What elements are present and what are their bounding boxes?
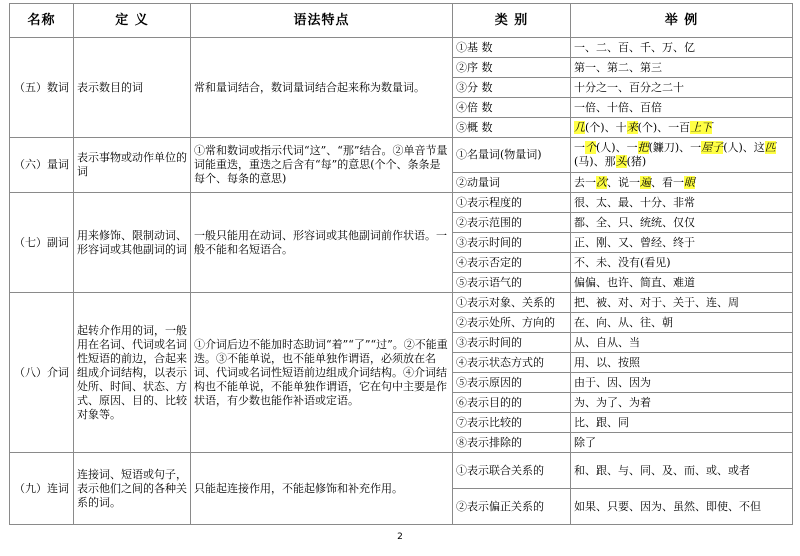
example-cell: 一倍、十倍、百倍	[571, 98, 793, 118]
category-cell: ④倍 数	[453, 98, 571, 118]
category-cell: ⑧表示排除的	[453, 433, 571, 453]
example-cell: 第一、第二、第三	[571, 58, 793, 78]
numeral-name: （五）数词	[10, 38, 74, 138]
example-cell: 如果、只要、因为、虽然、即使、不但	[571, 489, 793, 525]
example-cell: 比、跟、同	[571, 413, 793, 433]
preposition-name: （八）介词	[10, 293, 74, 453]
category-cell: ④表示否定的	[453, 253, 571, 273]
example-cell: 从、自从、当	[571, 333, 793, 353]
example-cell: 都、全、只、统统、仅仅	[571, 213, 793, 233]
category-cell: ⑦表示比较的	[453, 413, 571, 433]
example-text: 去一	[574, 175, 596, 189]
header-category: 类 别	[453, 4, 571, 38]
example-cell: 和、跟、与、同、及、而、或、或者	[571, 453, 793, 489]
example-text: 个	[585, 141, 596, 154]
example-text: 、看一	[651, 175, 684, 189]
preposition-definition: 起转介作用的词，一般用在名词、代词或名词性短语的前边，合起来组成介词结构，以表示处所、时间、状态、方式、原因、目的、比较对象等。	[74, 293, 191, 453]
category-cell: ③表示时间的	[453, 233, 571, 253]
grammar-table	[9, 3, 793, 525]
measure-name: （六）量词	[10, 138, 74, 193]
conjunction-definition: 连接词、短语或句子，表示他们之间的各种关系的词。	[74, 453, 191, 525]
example-cell: 为、为了、为着	[571, 393, 793, 413]
header-definition: 定 义	[74, 4, 191, 38]
example-cell: 一、二、百、千、万、亿	[571, 38, 793, 58]
example-cell: 用、以、按照	[571, 353, 793, 373]
category-cell: ②动量词	[453, 173, 571, 193]
example-text: (马)、那	[574, 155, 616, 168]
table-row	[10, 138, 793, 173]
measure-definition: 表示事物或动作单位的词	[74, 138, 191, 193]
example-text: 匹	[764, 141, 776, 154]
example-cell	[571, 138, 793, 173]
header-features: 语法特点	[191, 4, 453, 38]
example-cell: 偏偏、也许、简直、难道	[571, 273, 793, 293]
example-cell: 在、向、从、往、朝	[571, 313, 793, 333]
table-row	[10, 38, 793, 58]
example-cell: 不、未、没有(看见)	[571, 253, 793, 273]
category-cell: ⑤表示原因的	[453, 373, 571, 393]
category-cell: ⑤表示语气的	[453, 273, 571, 293]
example-text: (个)、一百	[637, 120, 691, 134]
example-text: 次	[596, 175, 607, 189]
header-name: 名称	[10, 4, 74, 38]
adverb-definition: 用来修饰、限制动词、形容词或其他副词的词	[74, 193, 191, 293]
example-cell: 把、被、对、对于、关于、连、周	[571, 293, 793, 313]
example-text: 上下	[690, 120, 713, 134]
table-row	[10, 293, 793, 313]
category-cell: ③分 数	[453, 78, 571, 98]
page-number: 2	[397, 532, 403, 542]
example-text: (人)、一	[596, 141, 638, 154]
preposition-features: ①介词后边不能加时态助词“着”“了”“过”。②不能重迭。③不能单说，也不能单独作谓语，必须放在名词、代词或名词性短语前边组成介词结构。④介词结构也不能单说，不能单独作谓语，它在句中主要是作状语，有少数也能作补语或定语。	[191, 293, 453, 453]
category-cell: ⑤概 数	[453, 118, 571, 138]
example-cell	[571, 173, 793, 193]
example-text: (鐮刀)、一	[648, 141, 702, 154]
example-text: 遍	[640, 175, 651, 189]
example-text: (人)、这	[723, 141, 765, 154]
category-cell: ②序 数	[453, 58, 571, 78]
example-cell: 正、刚、又、曾经、终于	[571, 233, 793, 253]
example-text: (个)、十	[585, 120, 627, 134]
example-text: 头	[615, 155, 627, 168]
measure-features: ①常和数词或指示代词“这”、“那”结合。②单音节量词能重迭，重迭之后含有“每”的意思(个个、条条是每个、每条的意思)	[191, 138, 453, 193]
example-text: 一	[574, 141, 585, 154]
conjunction-name: （九）连词	[10, 453, 74, 525]
category-cell: ④表示状态方式的	[453, 353, 571, 373]
adverb-name: （七）副词	[10, 193, 74, 293]
category-cell: ①基 数	[453, 38, 571, 58]
category-cell: ①名量词(物量词)	[453, 138, 571, 173]
example-cell	[571, 118, 793, 138]
example-text: 把	[637, 141, 649, 154]
table-row	[10, 453, 793, 489]
example-text: (猪)	[626, 155, 647, 168]
example-cell: 除了	[571, 433, 793, 453]
example-text: 屋子	[701, 141, 724, 154]
header-row	[10, 4, 793, 38]
conjunction-features: 只能起连接作用，不能起修饰和补充作用。	[191, 453, 453, 525]
category-cell: ①表示对象、关系的	[453, 293, 571, 313]
example-cell: 很、太、最、十分、非常	[571, 193, 793, 213]
example-cell: 十分之一、百分之二十	[571, 78, 793, 98]
adverb-features: 一般只能用在动词、形容词或其他副词前作状语。一般不能和名短语合。	[191, 193, 453, 293]
category-cell: ①表示程度的	[453, 193, 571, 213]
category-cell: ①表示联合关系的	[453, 453, 571, 489]
category-cell: ②表示处所、方向的	[453, 313, 571, 333]
example-text: 几	[574, 120, 585, 134]
table-row	[10, 193, 793, 213]
example-text: 、说一	[607, 175, 640, 189]
category-cell: ②表示偏正关系的	[453, 489, 571, 525]
category-cell: ③表示时间的	[453, 333, 571, 353]
example-text: 眼	[684, 175, 695, 189]
category-cell: ⑥表示目的的	[453, 393, 571, 413]
category-cell: ②表示范围的	[453, 213, 571, 233]
numeral-definition: 表示数目的词	[74, 38, 191, 138]
example-cell: 由于、因、因为	[571, 373, 793, 393]
numeral-features: 常和量词结合，数词量词结合起来称为数量词。	[191, 38, 453, 138]
example-text: 来	[626, 120, 638, 134]
header-examples: 举 例	[571, 4, 793, 38]
